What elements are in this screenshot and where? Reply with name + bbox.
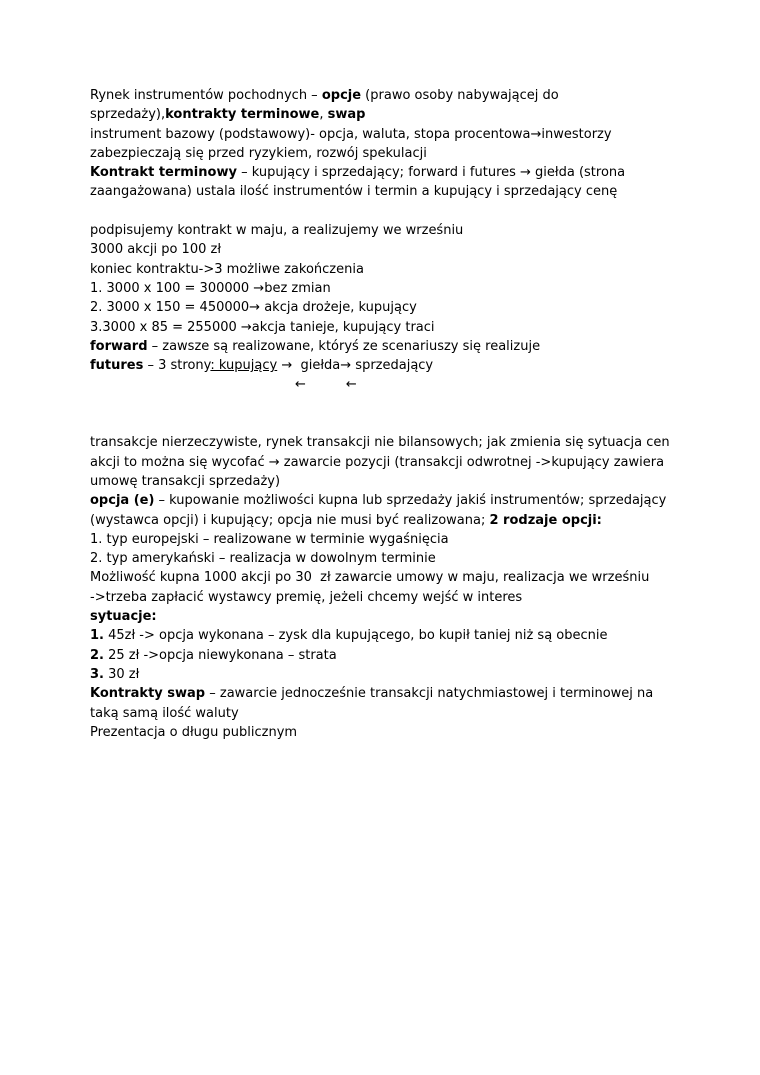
- text-run-bold-kontrakty: kontrakty terminowe: [165, 107, 320, 123]
- spacer: [90, 395, 680, 414]
- document-body: [90, 86, 680, 742]
- text-run: ,: [319, 107, 328, 123]
- text-run: – 3 strony: [143, 358, 211, 374]
- left-arrow-icon-1: ←: [295, 377, 306, 393]
- text-run: – zawsze są realizowane, któryś ze scenariuszy się realizuje: [147, 338, 541, 354]
- text-run-bold-3: 3.: [90, 666, 104, 682]
- text-run-bold-forward: forward: [90, 338, 148, 354]
- paragraph-kontrakty-swap: [90, 684, 680, 723]
- text-run-bold-kontrakty-swap: Kontrakty swap: [90, 686, 206, 702]
- text-run: 45zł -> opcja wykonana – zysk dla kupującego, bo kupił taniej niż są obecnie: [103, 628, 608, 644]
- heading-sytuacje: [90, 607, 680, 626]
- text-run-bold-sytuacje: sytuacje:: [90, 609, 157, 625]
- text-run-bold-kontrakt-terminowy: Kontrakt terminowy: [90, 165, 237, 181]
- paragraph-intro: [90, 86, 680, 125]
- paragraph-futures: [90, 356, 680, 375]
- text-run: (prawo osoby nabywającej do sprzedaży),: [90, 88, 563, 123]
- text-run: – kupujący i sprzedający; forward i futures → giełda (strona zaangażowana) ustala ilość instrumentów i termin a kupujący i sprzedający cenę: [90, 165, 630, 200]
- spacer: [90, 202, 680, 221]
- list-item-sytuacja-1: [90, 626, 680, 645]
- text-run-bold-futures: futures: [90, 358, 144, 374]
- text-run: 30 zł: [103, 666, 140, 682]
- spacer: [90, 414, 680, 433]
- text-run: → giełda→ sprzedający: [277, 358, 434, 374]
- paragraph-koniec-kontraktu: koniec kontraktu->3 możliwe zakończenia: [90, 261, 364, 277]
- paragraph-mozliwosc-kupna: Możliwość kupna 1000 akcji po 30 zł zawarcie umowy w maju, realizacja we wrześniu: [90, 570, 650, 586]
- paragraph-transakcje-nierzeczywiste: transakcje nierzeczywiste, rynek transakcji nie bilansowych; jak zmienia się sytuacja cen akcji to można się wycofać → zawarcie pozycji (transakcji odwrotnej ->kupujący zawiera umowę transakcji sprzedaży): [90, 435, 674, 489]
- list-item-sytuacja-3: [90, 665, 680, 684]
- list-item-scenario-2: 2. 3000 x 150 = 450000→ akcja drożeje, kupujący: [90, 300, 417, 316]
- text-run-bold-opcje: opcje: [321, 88, 362, 103]
- text-run-bold-1: 1.: [90, 628, 104, 644]
- text-run: – zawarcie jednocześnie transakcji natychmiastowej i terminowej na taką samą ilość waluty: [90, 686, 658, 721]
- left-arrow-icon-2: ←: [345, 377, 357, 393]
- paragraph-prezentacja: Prezentacja o długu publicznym: [90, 724, 298, 740]
- paragraph-forward: [90, 337, 680, 356]
- list-item-typ-europejski: 1. typ europejski – realizowane w terminie wygaśnięcia: [90, 531, 449, 547]
- paragraph-arrows: [90, 375, 680, 394]
- text-run-bold-opcja-e: opcja (e): [90, 493, 155, 509]
- text-run: – kupowanie możliwości kupna lub sprzedaży jakiś instrumentów; sprzedający (wystawca opcji) i kupujący; opcja nie musi być realizowana;: [90, 493, 671, 528]
- paragraph-opcja-e: [90, 491, 680, 530]
- list-item-scenario-3: 3.3000 x 85 = 255000 →akcja tanieje, kupujący traci: [90, 319, 435, 335]
- list-item-sytuacja-2: [90, 646, 680, 665]
- list-item-scenario-1: 1. 3000 x 100 = 300000 →bez zmian: [90, 280, 331, 296]
- text-run-bold-2: 2.: [90, 647, 104, 663]
- paragraph-premia: ->trzeba zapłacić wystawcy premię, jeżeli chcemy wejść w interes: [90, 589, 523, 605]
- paragraph-podpisujemy: podpisujemy kontrakt w maju, a realizujemy we wrześniu: [90, 223, 464, 239]
- text-run: 25 zł ->opcja niewykonana – strata: [103, 647, 337, 663]
- text-run-bold-rodzaje-opcji: 2 rodzaje opcji:: [489, 512, 602, 528]
- list-item-typ-amerykanski: 2. typ amerykański – realizacja w dowolnym terminie: [90, 551, 436, 567]
- paragraph-instrument-bazowy: instrument bazowy (podstawowy)- opcja, waluta, stopa procentowa→inwestorzy zabezpieczają się przed ryzykiem, rozwój spekulacji: [90, 126, 616, 161]
- text-run: Rynek instrumentów pochodnych –: [90, 88, 322, 103]
- paragraph-3000-akcji: 3000 akcji po 100 zł: [90, 242, 222, 258]
- text-run-underline-kupujacy: : kupujący: [210, 358, 278, 374]
- text-run-bold-swap: swap: [327, 107, 366, 123]
- paragraph-kontrakt-terminowy: [90, 163, 680, 202]
